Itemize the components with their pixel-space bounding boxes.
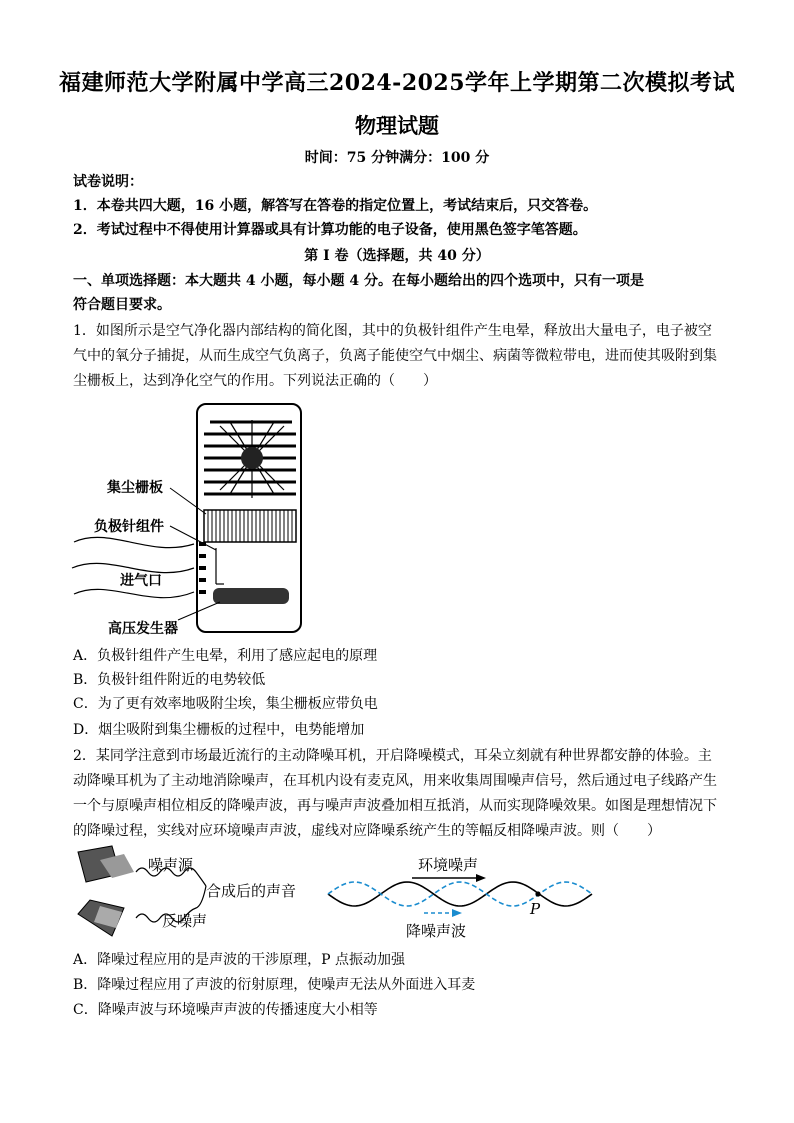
section-heading-line-1: 一、单项选择题：本大题共 4 小题，每小题 4 分。在每小题给出的四个选项中，只有一项是 xyxy=(73,273,644,289)
q2-stem-line-4: 的降噪过程，实线对应环境噪声声波，虚线对应降噪系统产生的等幅反相降噪声波。则（ ） xyxy=(73,823,661,839)
label-needle: 负极针组件 xyxy=(94,519,164,535)
q2-stem-line-3: 一个与原噪声相位相反的降噪声波，再与噪声声波叠加相互抵消，从而实现降噪效果。如图是理想情况下 xyxy=(73,798,717,814)
q1-option-b: B．负极针组件附近的电势较低 xyxy=(73,672,266,688)
q2-option-c: C．降噪声波与环境噪声声波的传播速度大小相等 xyxy=(73,1002,378,1018)
exam-title: 福建师范大学附属中学高三2024-2025学年上学期第二次模拟考试 xyxy=(58,70,736,96)
q2-stem-line-2: 动降噪耳机为了主动地消除噪声，在耳机内设有麦克风，用来收集周围噪声信号，然后通过电子线路产生 xyxy=(73,773,717,789)
label-cancel-wave: 降噪声波 xyxy=(406,922,467,940)
exam-time-score: 时间：75 分钟满分：100 分 xyxy=(304,150,490,166)
label-point-p: P xyxy=(530,900,541,918)
label-generator: 高压发生器 xyxy=(108,621,178,637)
q2-option-a: A．降噪过程应用的是声波的干涉原理，P 点振动加强 xyxy=(73,952,405,968)
section-heading-line-2: 符合题目要求。 xyxy=(73,297,171,313)
label-combined-sound: 合成后的声音 xyxy=(206,882,297,900)
q1-stem-line-3: 尘栅板上，达到净化空气的作用。下列说法正确的（ ） xyxy=(73,373,437,389)
section-title: 第 I 卷（选择题，共 40 分） xyxy=(304,248,490,264)
label-inlet: 进气口 xyxy=(120,573,162,589)
exam-subtitle: 物理试题 xyxy=(355,113,439,138)
instruction-item-2: 2．考试过程中不得使用计算器或具有计算功能的电子设备，使用黑色签字笔答题。 xyxy=(73,222,587,238)
label-collector: 集尘栅板 xyxy=(107,480,163,496)
instructions-heading: 试卷说明： xyxy=(73,174,143,190)
q2-option-b: B．降噪过程应用了声波的衍射原理，使噪声无法从外面进入耳麦 xyxy=(73,977,476,993)
label-anti-noise: 反噪声 xyxy=(162,912,208,930)
q1-option-d: D．烟尘吸附到集尘栅板的过程中，电势能增加 xyxy=(73,722,365,738)
label-noise-source: 噪声源 xyxy=(148,856,194,874)
q1-option-c: C．为了更有效率地吸附尘埃，集尘栅板应带负电 xyxy=(73,696,378,712)
q1-stem-line-2: 气中的氧分子捕捉，从而生成空气负离子，负离子能使空气中烟尘、病菌等微粒带电，进而使其吸附到集 xyxy=(73,348,717,364)
label-ambient-noise: 环境噪声 xyxy=(418,856,479,874)
instruction-item-1: 1．本卷共四大题，16 小题，解答写在答卷的指定位置上，考试结束后，只交答卷。 xyxy=(73,198,598,214)
q1-option-a: A．负极针组件产生电晕，利用了感应起电的原理 xyxy=(73,648,378,664)
q2-stem-line-1: 2．某同学注意到市场最近流行的主动降噪耳机，开启降噪模式，耳朵立刻就有种世界都安静的体验。主 xyxy=(73,748,712,764)
q1-stem-line-1: 1．如图所示是空气净化器内部结构的简化图，其中的负极针组件产生电晕，释放出大量电子，电子被空 xyxy=(73,323,712,339)
